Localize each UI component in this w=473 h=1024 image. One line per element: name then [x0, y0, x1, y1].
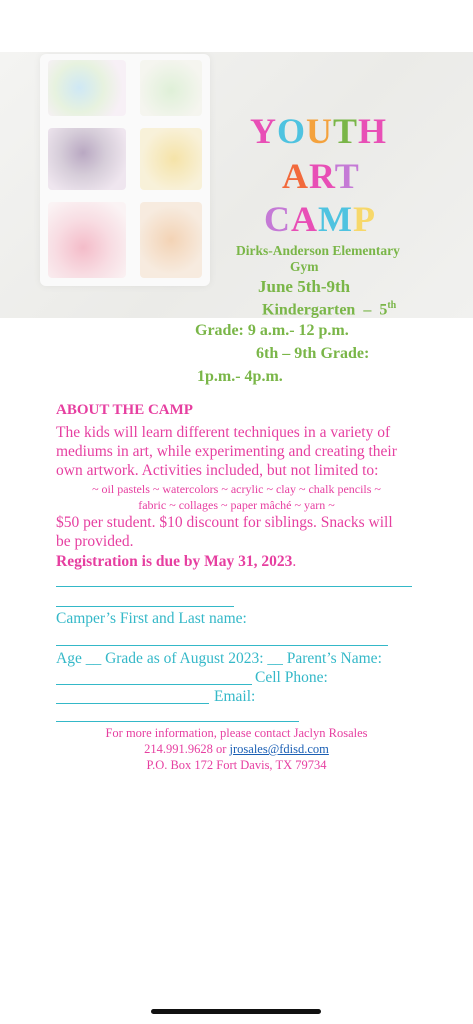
home-indicator[interactable] [151, 1009, 321, 1014]
location-line2: Gym [290, 259, 319, 274]
group1-line2: Grade: 9 a.m.- 12 p.m. [195, 322, 349, 339]
group1-line1 [262, 300, 396, 319]
email-label: Email: [214, 688, 256, 705]
camper-name-field[interactable] [56, 645, 388, 646]
title-camp [0, 198, 473, 240]
form-line[interactable] [56, 606, 234, 607]
title-letter: H [358, 111, 388, 151]
title-art [0, 155, 473, 197]
title-letter: Y [250, 111, 277, 151]
about-line-2: mediums in art, while experimenting and creating their [56, 443, 397, 460]
contact-email-link[interactable]: jrosales@fdisd.com [229, 742, 329, 756]
registration-period: . [292, 553, 297, 570]
contact-phone-line [0, 742, 473, 757]
group1-text: Kindergarten – 5 [262, 301, 388, 319]
about-line-1: The kids will learn different techniques in a variety of [56, 424, 391, 441]
registration-line [56, 552, 296, 571]
cell-phone-field[interactable] [56, 703, 209, 704]
age-grade-parent-label: Age __ Grade as of August 2023: __ Parent’s Name: [56, 650, 382, 667]
registration-deadline: Registration is due by May 31, 2023 [56, 553, 293, 570]
title-letter: T [334, 156, 360, 196]
title-letter: A [291, 199, 318, 239]
form-line[interactable] [56, 586, 412, 587]
camper-name-label: Camper’s First and Last name: [56, 610, 247, 627]
dates: June 5th-9th [258, 277, 351, 296]
title-letter: M [318, 199, 353, 239]
title-letter: P [352, 199, 376, 239]
title-letter: U [306, 111, 334, 151]
title-letter: A [282, 156, 309, 196]
group1-sup: th [387, 300, 397, 311]
title-letter: O [277, 111, 307, 151]
contact-line: For more information, please contact Jaclyn Rosales [105, 726, 368, 740]
group2-line2: 1p.m.- 4p.m. [197, 368, 283, 385]
email-field[interactable] [56, 721, 299, 722]
activities-line-2: fabric ~ collages ~ paper mâché ~ yarn ~ [138, 498, 335, 512]
price-line-2: be provided. [56, 533, 134, 550]
about-line-3: own artwork. Activities included, but not limited to: [56, 462, 379, 479]
activities-line-1: ~ oil pastels ~ watercolors ~ acrylic ~ clay ~ chalk pencils ~ [92, 482, 381, 496]
parent-name-field[interactable] [56, 684, 252, 685]
cell-phone-label: Cell Phone: [255, 669, 328, 686]
title-letter: T [333, 111, 359, 151]
title-youth [0, 110, 473, 152]
title-letter: R [309, 156, 335, 196]
location-line1: Dirks-Anderson Elementary [236, 243, 400, 258]
title-letter: C [264, 199, 291, 239]
contact-address: P.O. Box 172 Fort Davis, TX 79734 [146, 758, 327, 772]
group2-line1: 6th – 9th Grade: [256, 345, 370, 362]
about-heading: ABOUT THE CAMP [56, 402, 193, 418]
price-line-1: $50 per student. $10 discount for siblings. Snacks will [56, 514, 393, 531]
contact-phone: 214.991.9628 or [144, 742, 230, 756]
